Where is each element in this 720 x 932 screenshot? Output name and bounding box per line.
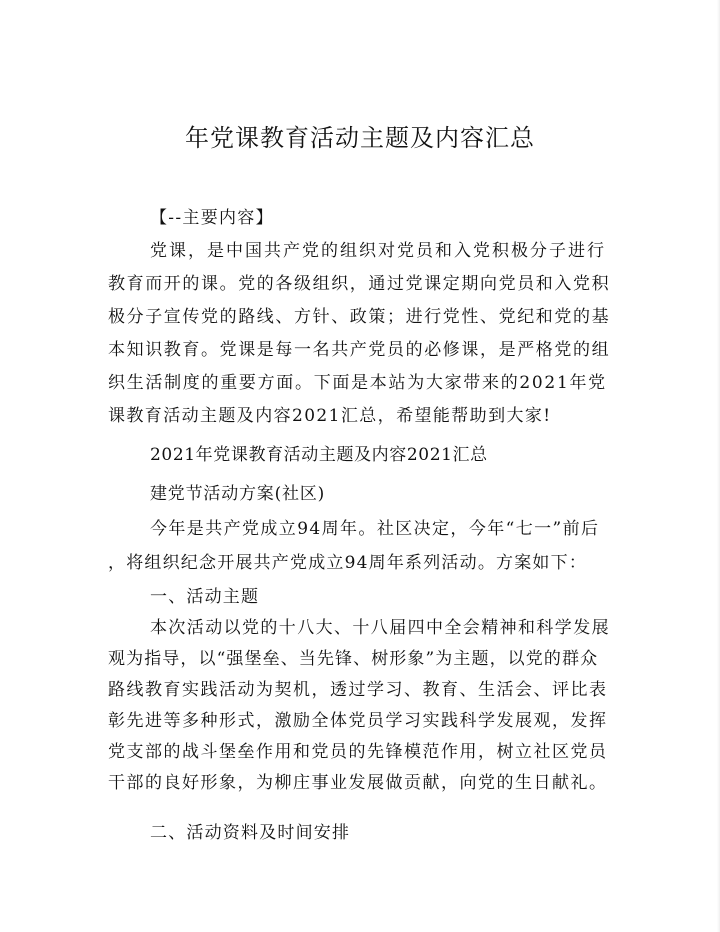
paragraph-line: 党支部的战斗堡垒作用和党员的先锋模范作用，树立社区党员 <box>108 742 608 762</box>
paragraph-line: 彰先进等多种形式，激励全体党员学习实践科学发展观，发挥 <box>108 711 608 731</box>
paragraph-line: 今年是共产党成立94周年。社区决定，今年“七一”前后 <box>150 519 600 539</box>
paragraph-line: 教育而开的课。党的各级组织，通过党课定期向党员和入党积 <box>108 274 611 294</box>
paragraph-line: 本知识教育。党课是每一名共产党员的必修课，是严格党的组 <box>108 340 611 360</box>
paragraph-line: 干部的良好形象，为柳庄事业发展做贡献，向党的生日献礼。 <box>108 773 608 793</box>
section-heading: 一、活动主题 <box>150 587 260 607</box>
intro-label: 【--主要内容】 <box>150 208 274 228</box>
paragraph-line: ，将组织纪念开展共产党成立94周年系列活动。方案如下： <box>108 553 588 573</box>
section-heading: 二、活动资料及时间安排 <box>150 823 351 843</box>
paragraph-line: 极分子宣传党的路线、方针、政策；进行党性、党纪和党的基 <box>108 307 611 327</box>
plan-title: 建党节活动方案(社区) <box>150 484 326 504</box>
subtitle-line: 2021年党课教育活动主题及内容2021汇总 <box>150 445 488 465</box>
paragraph-line: 观为指导，以“强堡垒、当先锋、树形象”为主题，以党的群众 <box>108 649 599 669</box>
paragraph-line: 党课，是中国共产党的组织对党员和入党积极分子进行 <box>150 241 606 261</box>
paragraph-line: 课教育活动主题及内容2021汇总，希望能帮助到大家! <box>108 406 552 426</box>
paragraph-line: 本次活动以党的十八大、十八届四中全会精神和科学发展 <box>150 618 610 638</box>
paragraph-line: 路线教育实践活动为契机，透过学习、教育、生活会、评比表 <box>108 680 608 700</box>
paragraph-line: 织生活制度的重要方面。下面是本站为大家带来的2021年党 <box>108 373 607 393</box>
document-title: 年党课教育活动主题及内容汇总 <box>185 124 535 152</box>
